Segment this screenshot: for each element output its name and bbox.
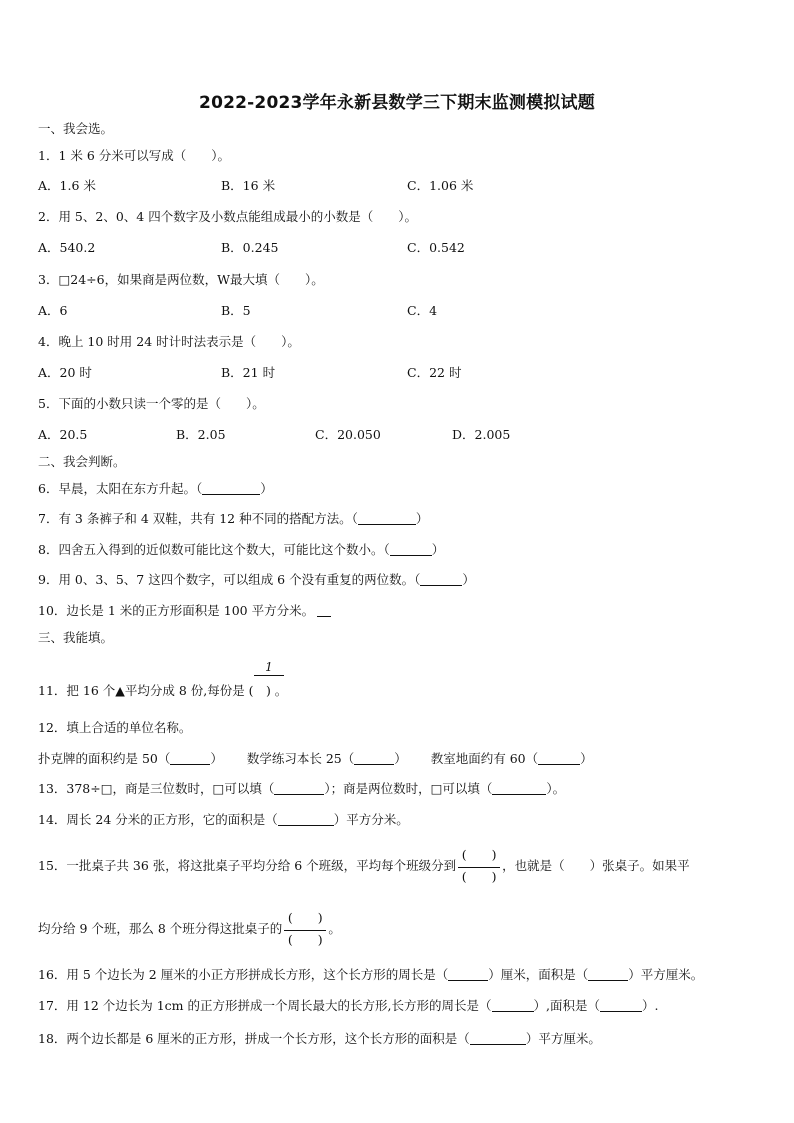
- question-3: 3．□24÷6，如果商是两位数，W最大填（ ）。: [38, 272, 324, 287]
- question-2: 2．用 5、2、0、4 四个数字及小数点能组成最小的小数是（ ）。: [38, 209, 417, 224]
- fraction-bar: [254, 675, 284, 676]
- question-13: 13．378÷□，商是三位数时，□可以填（ ）；商是两位数时，□可以填（ ）。: [38, 781, 566, 796]
- question-11-fraction: [254, 660, 284, 677]
- option-a[interactable]: A．540.2: [38, 240, 96, 255]
- option-a[interactable]: A．20 时: [38, 365, 92, 380]
- option-a[interactable]: A．1.6 米: [38, 178, 96, 193]
- question-16: 16．用 5 个边长为 2 厘米的小正方形拼成长方形，这个长方形的周长是（ ）厘米，面积是（ ）平方厘米。: [38, 967, 704, 982]
- question-7: 7．有 3 条裤子和 4 双鞋，共有 12 种不同的搭配方法。（ ）: [38, 511, 429, 526]
- answer-blank[interactable]: [448, 968, 488, 981]
- question-15-continued: 均分给 9 个班，那么 8 个班分得这批桌子的 $\frac{( )}{( )}$ 。: [38, 909, 341, 947]
- option-a[interactable]: A．6: [38, 303, 68, 318]
- option-b[interactable]: B．5: [221, 303, 251, 318]
- answer-blank[interactable]: [390, 543, 432, 556]
- answer-blank[interactable]: [588, 968, 628, 981]
- fraction-denominator[interactable]: ( ): [248, 683, 271, 698]
- question-12-items: 扑克牌的面积约是 50（ ） 数学练习本长 25（ ） 教室地面约有 60（ ）: [38, 751, 593, 766]
- option-c[interactable]: C．22 时: [407, 365, 462, 380]
- option-c[interactable]: C．4: [407, 303, 438, 318]
- answer-blank[interactable]: [492, 782, 546, 795]
- option-b[interactable]: B．16 米: [221, 178, 276, 193]
- answer-blank[interactable]: [274, 782, 324, 795]
- option-b[interactable]: B．2.05: [176, 427, 226, 442]
- question-5: 5．下面的小数只读一个零的是（ ）。: [38, 396, 265, 411]
- answer-blank[interactable]: [170, 752, 210, 765]
- question-12: 12．填上合适的单位名称。: [38, 720, 192, 735]
- question-10: 10．边长是 1 米的正方形面积是 100 平方分米。: [38, 603, 331, 619]
- fraction-numerator: 1: [265, 660, 273, 674]
- answer-blank[interactable]: [202, 482, 260, 495]
- answer-blank[interactable]: [354, 752, 394, 765]
- page-title: 2022-2023学年永新县数学三下期末监测模拟试题: [199, 93, 595, 113]
- answer-blank[interactable]: [358, 512, 416, 525]
- answer-blank[interactable]: [317, 604, 331, 617]
- answer-blank[interactable]: [538, 752, 580, 765]
- option-b[interactable]: B．0.245: [221, 240, 279, 255]
- option-a[interactable]: A．20.5: [38, 427, 88, 442]
- question-1: 1．1 米 6 分米可以写成（ ）。: [38, 148, 231, 163]
- answer-blank[interactable]: [420, 573, 462, 586]
- section-heading-choose: 一、我会选。: [38, 121, 114, 136]
- question-8: 8．四舍五入得到的近似数可能比这个数大，可能比这个数小。（ ）: [38, 542, 445, 557]
- answer-blank[interactable]: [278, 813, 334, 826]
- question-18: 18．两个边长都是 6 厘米的正方形，拼成一个长方形，这个长方形的面积是（ ）平方厘米。: [38, 1031, 601, 1046]
- option-b[interactable]: B．21 时: [221, 365, 276, 380]
- option-c[interactable]: C．20.050: [315, 427, 381, 442]
- section-heading-fill: 三、我能填。: [38, 630, 114, 645]
- question-14: 14．周长 24 分米的正方形，它的面积是（ ）平方分米。: [38, 812, 409, 827]
- option-c[interactable]: C．1.06 米: [407, 178, 474, 193]
- question-17: 17．用 12 个边长为 1cm 的正方形拼成一个周长最大的长方形,长方形的周长是（ ）,面积是（ ）.: [38, 998, 659, 1013]
- question-4: 4．晚上 10 时用 24 时计时法表示是（ ）。: [38, 334, 300, 349]
- question-15: 15．一批桌子共 36 张，将这批桌子平均分给 6 个班级，平均每个班级分到 $\frac{( )}{( )}$ ，也就是（ ）张桌子。如果平: [38, 846, 690, 884]
- question-9: 9．用 0、3、5、7 这四个数字，可以组成 6 个没有重复的两位数。（ ）: [38, 572, 475, 587]
- answer-blank[interactable]: [600, 999, 642, 1012]
- option-d[interactable]: D．2.005: [452, 427, 511, 442]
- answer-blank[interactable]: [470, 1032, 526, 1045]
- answer-blank[interactable]: [492, 999, 534, 1012]
- fraction-bar: [284, 930, 326, 931]
- section-heading-judge: 二、我会判断。: [38, 454, 126, 469]
- question-11: 11．把 16 个▲平均分成 8 份,每份是 ( ) 。: [38, 683, 288, 698]
- fraction-bar: [458, 867, 500, 868]
- question-6: 6．早晨，太阳在东方升起。（ ）: [38, 481, 273, 496]
- option-c[interactable]: C．0.542: [407, 240, 465, 255]
